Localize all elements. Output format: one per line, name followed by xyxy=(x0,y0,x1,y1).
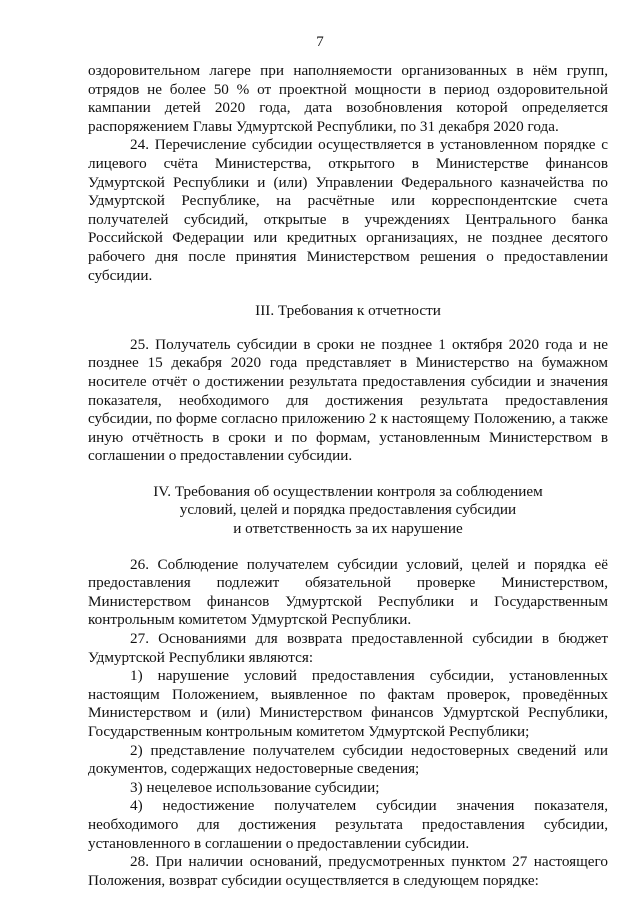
paragraph-24: 24. Перечисление субсидии осуществляется в установленном порядке с лицевого счёта Министерства, открытого в Министерстве финансов Удмуртской Республики и (или) Управлении Федерального казначейства по Удмуртской Республике, на расчётные или корреспондентские счета получателей субсидий, открытые в учреждениях Центрального банка Российской Федерации или кредитных организациях, не позднее десятого рабочего дня после принятия Министерством решения о предоставлении субсидии. xyxy=(88,136,608,284)
paragraph-27-item-2: 2) представление получателем субсидии недостоверных сведений или документов, содержащих недостоверные сведения; xyxy=(88,741,608,778)
section-heading-4 xyxy=(88,483,608,539)
page-number: 7 xyxy=(316,34,324,50)
paragraph-27-item-3: 3) нецелевое использование субсидии; xyxy=(130,778,380,796)
paragraph-25: 25. Получатель субсидии в сроки не позднее 1 октября 2020 года и не позднее 15 декабря 2020 года представляет в Министерство на бумажном носителе отчёт о достижении результата предоставления субсидии и значения показателя, необходимого для достижения результата предоставления субсидии, по форме согласно приложению 2 к настоящему Положению, а также иную отчётность в сроки и по формам, установленным Министерством в соглашении о предоставлении субсидии. xyxy=(88,335,608,465)
paragraph-26: 26. Соблюдение получателем субсидии условий, целей и порядка её предоставления подлежит обязательной проверке Министерством, Министерством финансов Удмуртской Республики и Государственным контрольным комитетом Удмуртской Республики. xyxy=(88,555,608,629)
document-body xyxy=(88,62,608,890)
paragraph-continuation: оздоровительном лагере при наполняемости организованных в нём групп, отрядов не более 50 % от проектной мощности в период оздоровительной кампании детей 2020 года, дата возобновления которой определяется распоряжением Главы Удмуртской Республики, по 31 декабря 2020 года. xyxy=(88,62,608,135)
paragraph-27-item-4: 4) недостижение получателем субсидии значения показателя, необходимого для достижения результата предоставления субсидии, установленного в соглашении о предоставлении субсидии. xyxy=(88,797,608,852)
paragraph-28: 28. При наличии оснований, предусмотренных пунктом 27 настоящего Положения, возврат субсидии осуществляется в следующем порядке: xyxy=(88,853,608,889)
paragraph-27-item-1: 1) нарушение условий предоставления субсидии, установленных настоящим Положением, выявленное по фактам проверок, проведённых Министерством и (или) Министерством финансов Удмуртской Республики, Государственным контрольным комитетом Удмуртской Республики; xyxy=(88,667,608,740)
section-heading-4-line-2: условий, целей и порядка предоставления субсидии xyxy=(179,501,517,519)
section-heading-4-line-1: IV. Требования об осуществлении контроля за соблюдением xyxy=(153,482,543,500)
paragraph-27: 27. Основаниями для возврата предоставленной субсидии в бюджет Удмуртской Республики являются: xyxy=(88,630,608,666)
section-heading-3: III. Требования к отчетности xyxy=(255,302,441,320)
section-heading-4-line-3: и ответственность за их нарушение xyxy=(233,520,463,538)
